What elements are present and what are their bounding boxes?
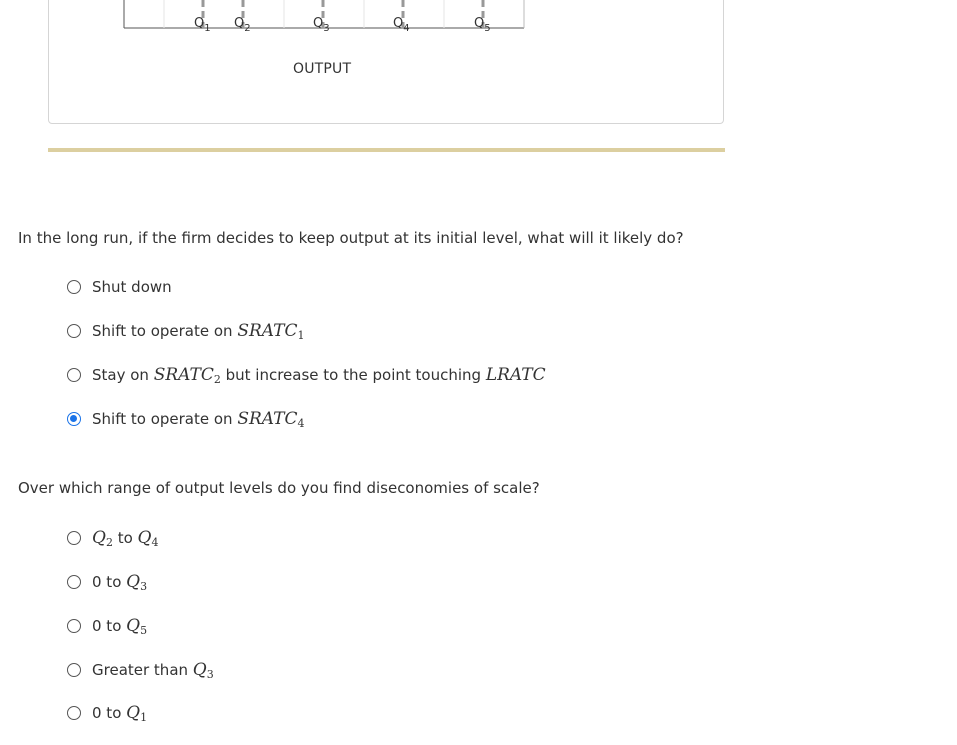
q1-option-stay-sratc2[interactable] [67,364,546,386]
q2-option-0-to-q3[interactable] [67,571,147,593]
tick-label-q1: $Q_1$ [194,16,211,34]
q2-option-0-to-q1[interactable] [67,702,147,724]
math-term: $Q_5$ [126,616,148,637]
option-label-mid: to [112,529,138,547]
radio-button[interactable] [67,324,81,338]
option-label: Stay on [92,366,154,384]
tick-label-q2: $Q_2$ [234,16,251,34]
option-label: 0 to [92,704,127,722]
option-label: 0 to [92,573,127,591]
radio-button[interactable] [67,663,81,677]
math-term: $Q_3$ [126,572,148,593]
graph-panel [48,0,724,124]
math-term: $Q_2$ [92,528,113,549]
option-label: Shift to operate on [92,322,238,340]
q1-option-sratc4[interactable] [67,408,304,430]
section-divider [48,148,725,152]
graph-axes [49,0,725,125]
math-term: $Q_1$ [126,703,148,724]
radio-button[interactable] [67,368,81,382]
option-label: 0 to [92,617,127,635]
q2-option-greater-than-q3[interactable] [67,659,214,681]
question-2-text: Over which range of output levels do you find diseconomies of scale? [18,479,540,497]
q1-option-shut-down[interactable] [67,276,172,298]
radio-button-selected[interactable] [67,412,81,426]
q1-option-sratc1[interactable] [67,320,304,342]
math-term: LRATC [485,365,546,385]
tick-label-q4: $Q_4$ [393,16,410,34]
option-label-mid: but increase to the point touching [220,366,486,384]
tick-label-q3: $Q_3$ [313,16,330,34]
math-term: $SRATC_2$ [153,365,221,386]
math-term: $SRATC_4$ [237,409,305,430]
radio-button[interactable] [67,531,81,545]
option-label: Shut down [92,278,172,296]
q2-option-0-to-q5[interactable] [67,615,147,637]
radio-button[interactable] [67,575,81,589]
radio-button[interactable] [67,619,81,633]
option-label: Shift to operate on [92,410,238,428]
tick-label-q5: $Q_5$ [474,16,491,34]
q2-option-q2-to-q4[interactable] [67,527,158,549]
math-term: $Q_3$ [192,660,214,681]
question-1-text: In the long run, if the firm decides to keep output at its initial level, what will it likely do? [18,229,684,247]
option-label: Greater than [92,661,193,679]
math-term: $Q_4$ [137,528,159,549]
x-axis-title: OUTPUT [293,61,352,77]
radio-button[interactable] [67,280,81,294]
math-term: $SRATC_1$ [237,321,305,342]
radio-button[interactable] [67,706,81,720]
